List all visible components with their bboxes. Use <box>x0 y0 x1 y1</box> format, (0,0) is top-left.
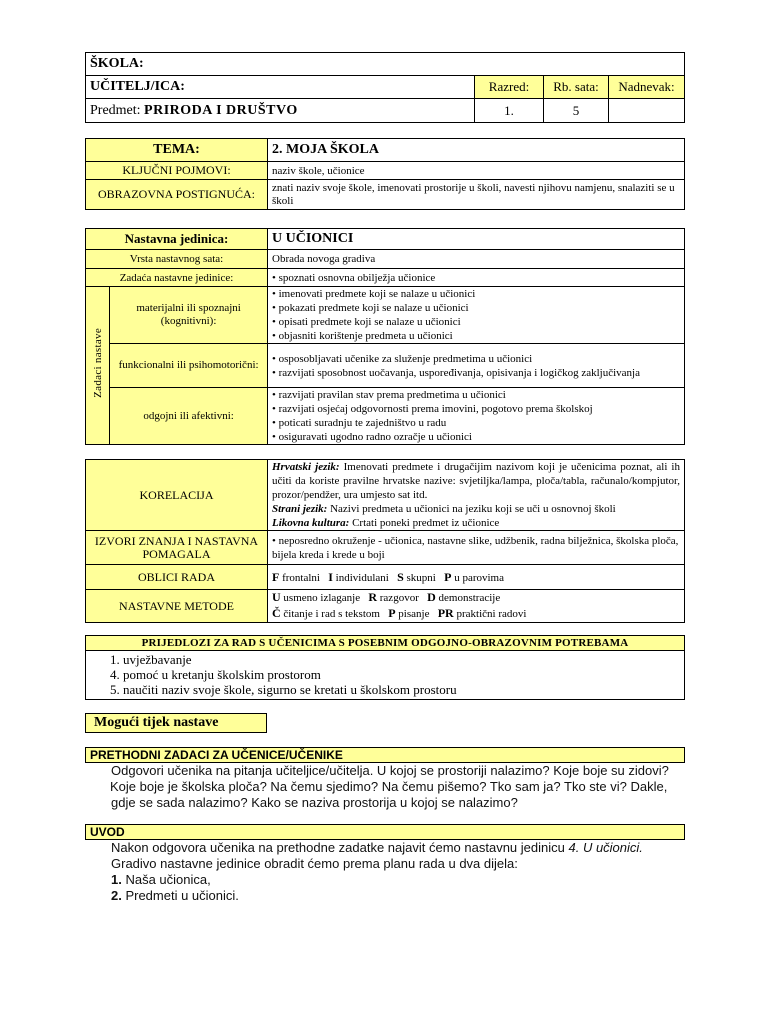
psihomotoricni-label: funkcionalni ili psihomotorični: <box>110 344 268 388</box>
pojmovi-label: KLJUČNI POJMOVI: <box>86 162 268 180</box>
psihomotoricni-cell <box>268 344 685 388</box>
afektivni-item: • razvijati pravilan stav prema predmetima u učionici <box>272 389 506 401</box>
afektivni-label: odgojni ili afektivni: <box>110 388 268 445</box>
zadaci-side-cell <box>86 287 110 445</box>
rb-sata-label: Rb. sata: <box>544 76 609 99</box>
pojmovi-value: naziv škole, učionice <box>268 162 685 180</box>
zadaca-label: Zadaća nastavne jedinice: <box>86 269 268 287</box>
prethodni-line: Odgovori učenika na pitanja učiteljice/učitelja. U kojoj se prostoriji nalazimo? Koje boje su zidovi? <box>111 763 669 778</box>
razred-label: Razred: <box>475 76 544 99</box>
afektivni-item: • osiguravati ugodno radno ozračje u učionici <box>272 431 472 443</box>
tema-table <box>85 138 685 210</box>
metode-row: Č čitanje i rad s tekstom P pisanje PR praktični radovi <box>272 606 527 620</box>
sj-label: Strani jezik: <box>272 503 328 515</box>
razred-value: 1. <box>475 99 544 123</box>
tema-value: 2. MOJA ŠKOLA <box>268 139 685 162</box>
ucitelj-label: UČITELJ/ICA: <box>90 79 185 94</box>
prethodni-title: PRETHODNI ZADACI ZA UČENICE/UČENIKE <box>85 747 685 763</box>
sj-text: Nazivi predmeta u učionici na jeziku koji se uči u osnovnoj školi <box>327 503 616 515</box>
uvod-text <box>111 840 691 904</box>
jedinica-value: U UČIONICI <box>268 229 685 250</box>
prethodni-line: Koje boje je školska ploča? Na čemu sjedimo? Na čemu pišemo? Tko sam ja? Tko ste vi? Dakle, <box>110 779 668 794</box>
prijedlozi-item: 4. pomoć u kretanju školskim prostorom <box>110 667 321 682</box>
kognitivni-item: • objasniti korištenje predmeta u učionici <box>272 330 453 342</box>
oblik-item: P u parovima <box>444 569 504 584</box>
korelacija-table <box>85 459 685 623</box>
psihomotoricni-item: • razvijati sposobnost uočavanja, uspoređivanja, opisivanja i logičkog zaključivanja <box>272 366 640 379</box>
prethodni-line: gdje se sada nalazimo? Kako se naziva prostorija u kojoj se nalazimo? <box>111 795 518 810</box>
prijedlozi-item: 1. uvježbavanje <box>110 652 192 667</box>
lk-label: Likovna kultura: <box>272 517 350 529</box>
zadaci-side-label: Zadaci nastave <box>91 328 104 398</box>
nadnevak-label: Nadnevak: <box>609 76 685 99</box>
uvod-title: UVOD <box>85 824 685 840</box>
hj-text: Imenovati predmete i drugačijim nazivom koji je učenicima poznat, ali ih učiti da koriste pravilne hrvatske nazive: svjetiljka/lampa, ploča/tabla, računalo/kompjutor, prozor/pendžer, ura umjesto sat itd. <box>272 461 680 501</box>
zadaca-value: • spoznati osnovna obilježja učionice <box>268 269 685 287</box>
vrsta-label: Vrsta nastavnog sata: <box>86 250 268 269</box>
metode-cell <box>268 590 685 623</box>
oblik-item: I individulani <box>328 569 389 584</box>
kognitivni-item: • opisati predmete koji se nalaze u učionici <box>272 316 461 328</box>
oblik-item: S skupni <box>397 569 436 584</box>
oblici-cell <box>268 565 685 590</box>
uvod-line: Nakon odgovora učenika na prethodne zadatke najavit ćemo nastavnu jedinicu 4. U učionici. <box>111 840 643 855</box>
afektivni-cell <box>268 388 685 445</box>
jedinica-table <box>85 228 685 445</box>
rb-sata-value: 5 <box>544 99 609 123</box>
predmet-value: PRIRODA I DRUŠTVO <box>144 102 298 118</box>
prijedlozi-item: 5. naučiti naziv svoje škole, sigurno se kretati u školskom prostoru <box>110 682 457 697</box>
skola-label: ŠKOLA: <box>90 56 144 71</box>
nadnevak-value <box>609 99 685 123</box>
vrsta-value: Obrada novoga gradiva <box>268 250 685 269</box>
uvod-item: 1. Naša učionica, <box>111 872 211 887</box>
metode-label: NASTAVNE METODE <box>86 590 268 623</box>
prethodni-text <box>111 763 691 811</box>
izvori-label: IZVORI ZNANJA I NASTAVNA POMAGALA <box>86 531 268 565</box>
oblici-label: OBLICI RADA <box>86 565 268 590</box>
metode-row: U usmeno izlaganje R razgovor D demonstracije <box>272 590 501 604</box>
predmet-cell <box>86 99 475 123</box>
predmet-label: Predmet: <box>90 102 141 118</box>
tijek-title: Mogući tijek nastave <box>85 713 267 733</box>
ucitelj-cell <box>86 76 475 99</box>
kognitivni-label: materijalni ili spoznajni (kognitivni): <box>110 287 268 344</box>
uvod-item: 2. Predmeti u učionici. <box>111 888 239 903</box>
prijedlozi-cell <box>86 651 685 700</box>
uvod-line: Gradivo nastavne jedinice obradit ćemo prema planu rada u dva dijela: <box>111 856 518 871</box>
afektivni-item: • poticati suradnju te zajedništvo u radu <box>272 417 447 429</box>
header-table <box>85 52 685 123</box>
kognitivni-item: • imenovati predmete koji se nalaze u učionici <box>272 288 476 300</box>
psihomotoricni-item: • osposobljavati učenike za služenje predmetima u učionici <box>272 352 533 365</box>
korelacija-label: KORELACIJA <box>86 460 268 531</box>
postignuca-value: znati naziv svoje škole, imenovati prostorije u školi, navesti njihovu namjenu, snalaziti se u školi <box>268 180 685 210</box>
oblik-item: F frontalni <box>272 569 320 584</box>
hj-label: Hrvatski jezik: <box>272 461 340 473</box>
lk-text: Crtati poneki predmet iz učionice <box>349 517 500 529</box>
korelacija-cell <box>268 460 685 531</box>
kognitivni-item: • pokazati predmete koji se nalaze u učionici <box>272 302 469 314</box>
jedinica-label: Nastavna jedinica: <box>86 229 268 250</box>
afektivni-item: • razvijati osjećaj odgovornosti prema imovini, pogotovo prema školskoj <box>272 403 593 415</box>
tema-label: TEMA: <box>86 139 268 162</box>
skola-cell <box>86 53 685 76</box>
prijedlozi-title: PRIJEDLOZI ZA RAD S UČENICIMA S POSEBNIM ODGOJNO-OBRAZOVNIM POTREBAMA <box>86 636 685 651</box>
postignuca-label: OBRAZOVNA POSTIGNUĆA: <box>86 180 268 210</box>
kognitivni-cell <box>268 287 685 344</box>
izvori-value: • neposredno okruženje - učionica, nastavne slike, udžbenik, radna bilježnica, školska ploča, bijela kreda i krede u boji <box>268 531 685 565</box>
prijedlozi-table <box>85 635 685 700</box>
